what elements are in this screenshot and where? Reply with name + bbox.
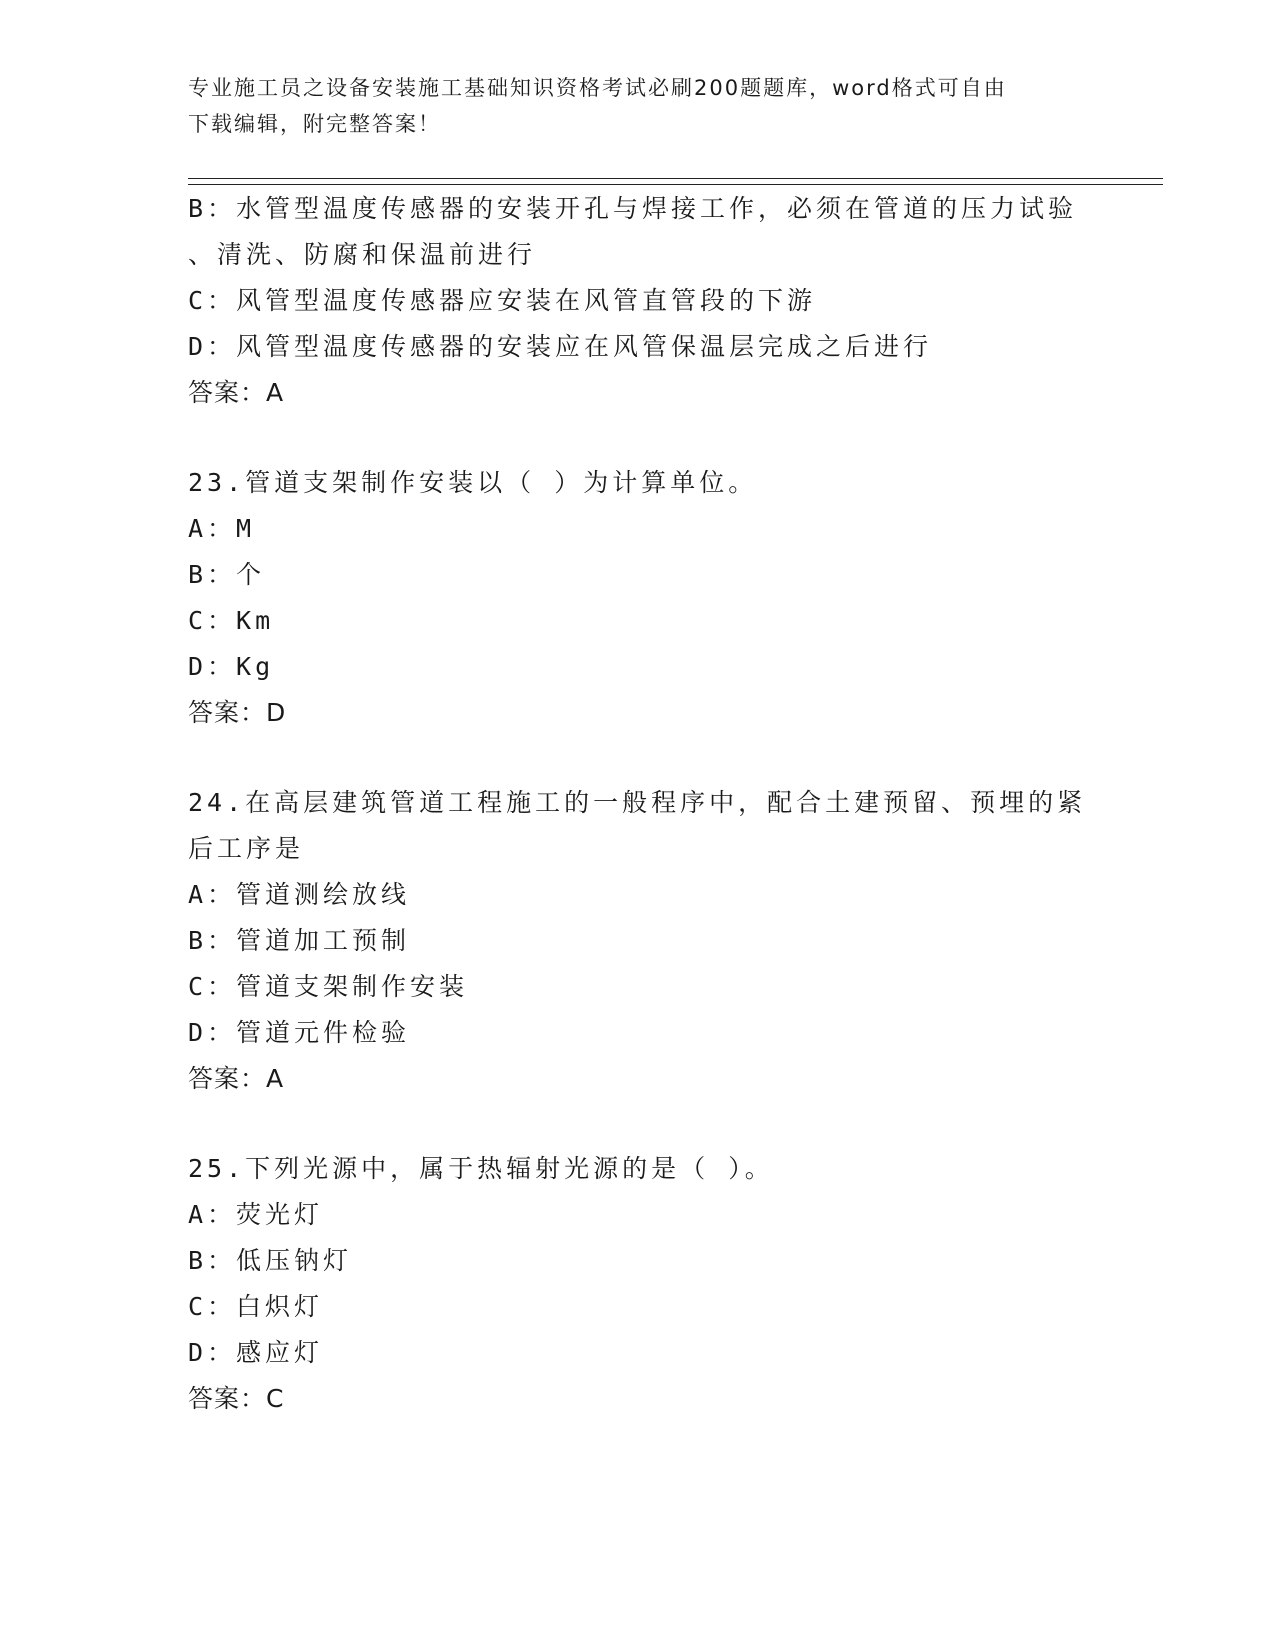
spacer <box>188 1102 1088 1146</box>
answer-line: 答案：A <box>188 1064 285 1093</box>
question-text: 23.管道支架制作安装以（ ）为计算单位。 <box>188 468 758 497</box>
header-line-1: 专业施工员之设备安装施工基础知识资格考试必刷200题题库，word格式可自由 <box>188 76 1007 100</box>
option-c: C：白炽灯 <box>188 1292 324 1321</box>
question-block-prev <box>188 186 1088 416</box>
option-a: A：管道测绘放线 <box>188 880 411 909</box>
answer-line: 答案：C <box>188 1384 285 1413</box>
header-line-2: 下载编辑，附完整答案！ <box>188 112 441 136</box>
answer-line: 答案：D <box>188 698 287 727</box>
question-text-line-2: 后工序是 <box>188 834 305 863</box>
option-b-line-1: B：水管型温度传感器的安装开孔与焊接工作，必须在管道的压力试验 <box>188 194 1078 223</box>
option-a: A：荧光灯 <box>188 1200 324 1229</box>
question-block-24 <box>188 780 1088 1102</box>
question-list <box>188 186 1088 1422</box>
question-text-line-1: 24.在高层建筑管道工程施工的一般程序中，配合土建预留、预埋的紧 <box>188 788 1087 817</box>
answer-line: 答案：A <box>188 378 285 407</box>
option-d: D：管道元件检验 <box>188 1018 411 1047</box>
spacer <box>188 736 1088 780</box>
option-c: C：管道支架制作安装 <box>188 972 469 1001</box>
document-header <box>188 70 1088 142</box>
option-a: A：M <box>188 514 256 543</box>
option-b: B：低压钠灯 <box>188 1246 353 1275</box>
question-text: 25.下列光源中，属于热辐射光源的是（ ）。 <box>188 1154 774 1183</box>
spacer <box>188 416 1088 460</box>
header-divider-bottom <box>188 184 1163 185</box>
option-b-line-2: 、清洗、防腐和保温前进行 <box>188 240 537 269</box>
question-block-23 <box>188 460 1088 736</box>
header-divider-top <box>188 178 1163 179</box>
option-c: C：Km <box>188 606 275 635</box>
option-d: D：感应灯 <box>188 1338 324 1367</box>
option-b: B：个 <box>188 560 266 589</box>
option-b: B：管道加工预制 <box>188 926 411 955</box>
question-block-25 <box>188 1146 1088 1422</box>
option-c: C：风管型温度传感器应安装在风管直管段的下游 <box>188 286 817 315</box>
option-d: D：Kg <box>188 652 275 681</box>
option-d: D：风管型温度传感器的安装应在风管保温层完成之后进行 <box>188 332 933 361</box>
